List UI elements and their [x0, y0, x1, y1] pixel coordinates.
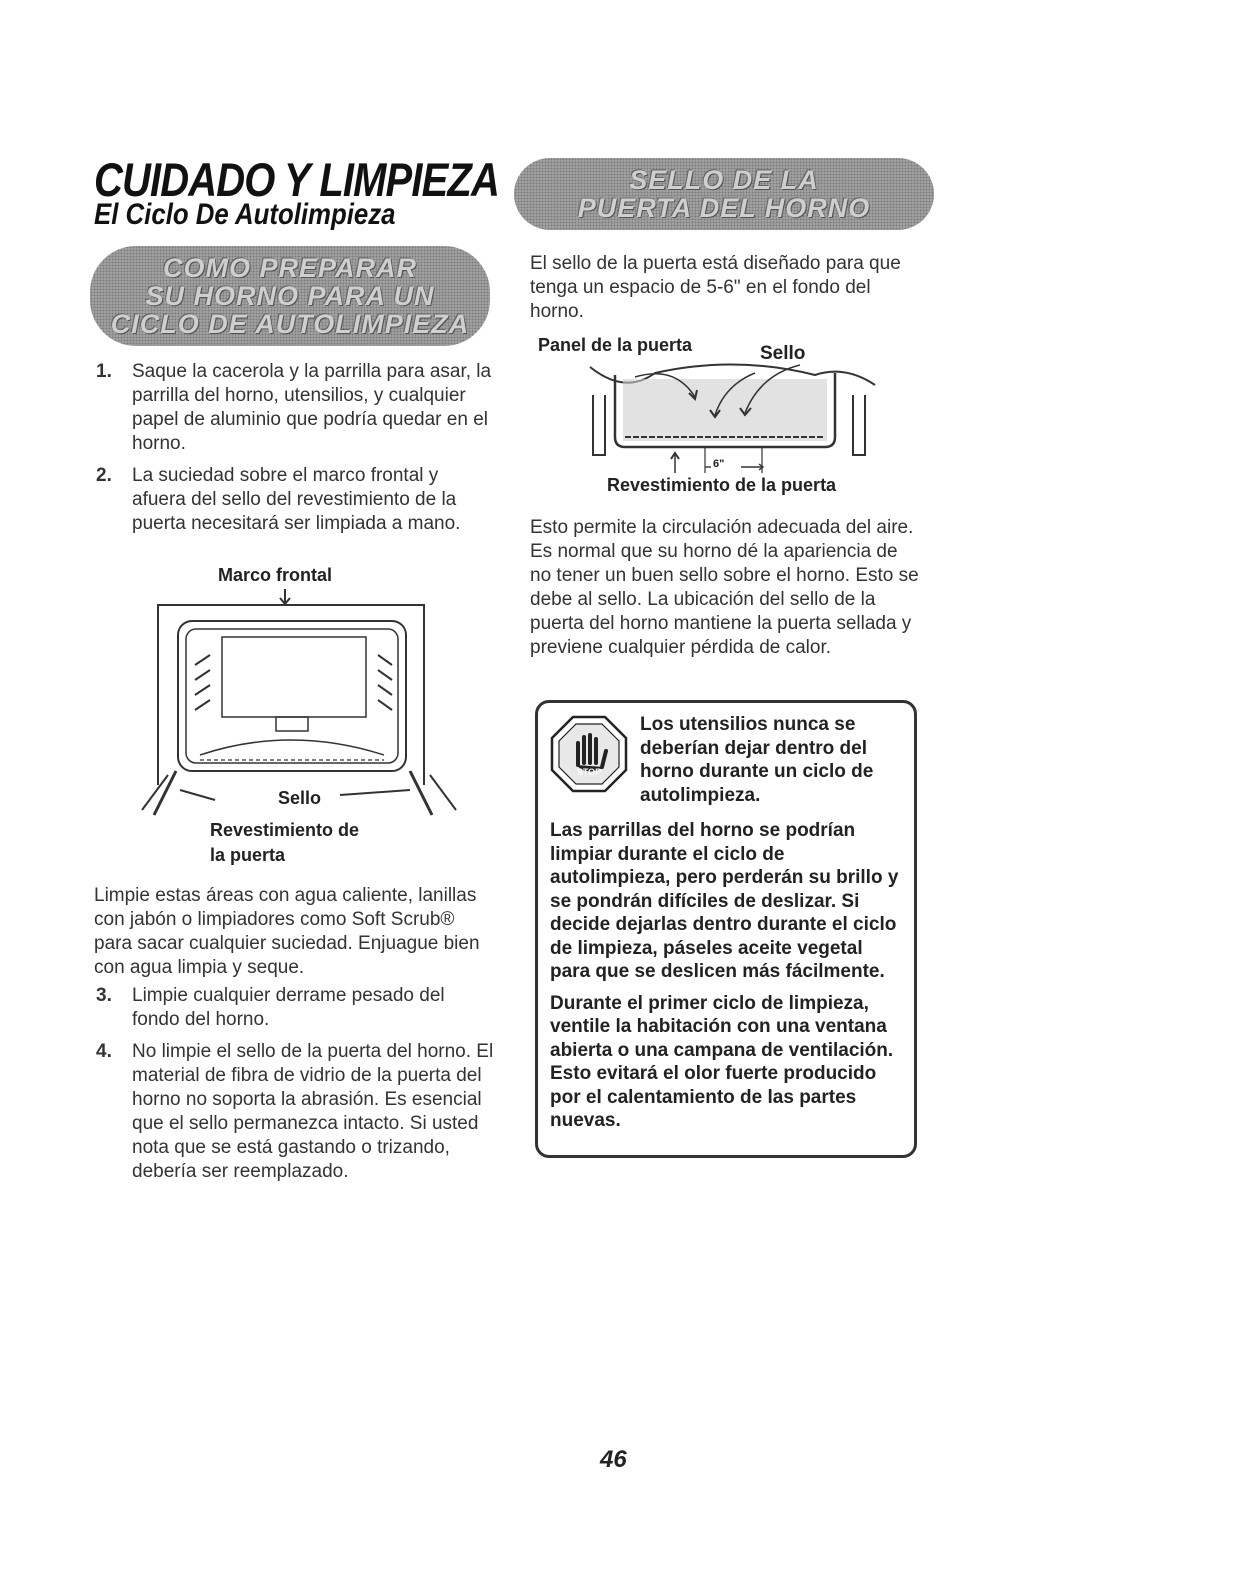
seal-explanation: Esto permite la circulación adecuada del aire. Es normal que su horno dé la apariencia de no tener un buen sello sobre el horno. Esto se debe al sello. La ubicación del sello de la puerta del horno mantiene la puerta sellada y previene cualquier pérdida de calor. [530, 517, 919, 658]
stop-sign-text: STOP [576, 767, 602, 777]
door-seal-illustration [585, 355, 885, 475]
step-number: 4. [96, 1041, 112, 1062]
banner-line: PUERTA DEL HORNO [577, 193, 871, 223]
list-item [94, 984, 494, 1032]
banner-line: SELLO DE LA [629, 164, 819, 195]
banner-line: COMO PREPARAR [162, 252, 417, 283]
list-item [94, 464, 494, 536]
warning-box [535, 700, 917, 1158]
label-door-liner-right: Revestimiento de la puerta [607, 475, 837, 495]
banner-line: SU HORNO PARA UN [145, 280, 435, 311]
banner-prepare-oven [90, 246, 490, 346]
page-number: 46 [600, 1446, 627, 1473]
step-number: 3. [96, 985, 112, 1006]
label-front-frame: Marco frontal [218, 565, 333, 585]
list-item [94, 1040, 494, 1184]
seal-intro: El sello de la puerta está diseñado para que tenga un espacio de 5-6" en el fondo del horno. [530, 253, 901, 322]
gap-dimension-line [703, 462, 775, 472]
label-door-liner-line1: Revestimiento de [210, 820, 360, 840]
page-subtitle: El Ciclo De Autolimpieza [94, 198, 396, 231]
warning-paragraph-ventilation: Durante el primer ciclo de limpieza, ventile la habitación con una ventana abierta o una campana de ventilación. Esto evitará el olor fuerte producido por el calentamiento de las partes nuevas. [550, 992, 894, 1131]
warning-headline: Los utensilios nunca se deberían dejar dentro del horno durante un ciclo de autolimpieza. [640, 714, 874, 806]
list-item [94, 360, 494, 456]
steps-list-continued [94, 984, 494, 1192]
step-text: No limpie el sello de la puerta del horno. El material de fibra de vidrio de la puerta del horno no soporta la abrasión. Es esencial que el sello permanezca intacto. Si usted nota que se está gastando o trizando, debería ser reemplazado. [132, 1041, 494, 1182]
banner-door-seal [514, 158, 934, 230]
page-title: CUIDADO Y LIMPIEZA [94, 153, 499, 206]
step-number: 1. [96, 361, 112, 382]
stop-hand-icon [550, 715, 628, 793]
warning-paragraph-racks: Las parrillas del horno se podrían limpiar durante el ciclo de autolimpieza, pero perderán su brillo y se pondrán difíciles de deslizar. Si decide dejarlas dentro durante el ciclo de limpieza, páseles aceite vegetal para que se deslicen más fácilmente. [550, 820, 899, 982]
label-gap: 6" [713, 458, 725, 470]
cleaning-paragraph: Limpie estas áreas con agua caliente, lanillas con jabón o limpiadores como Soft Scrub® para sacar cualquier suciedad. Enjuague bien con agua limpia y seque. [94, 885, 480, 978]
warning-header [550, 713, 904, 807]
step-text: La suciedad sobre el marco frontal y afuera del sello del revestimiento de la puerta necesitará ser limpiada a mano. [132, 465, 461, 534]
step-text: Saque la cacerola y la parrilla para asar, la parrilla del horno, utensilios, y cualquier papel de aluminio que podría quedar en el horno. [132, 361, 492, 454]
label-door-liner-line2: la puerta [210, 845, 286, 865]
label-seal-right: Sello [760, 343, 806, 364]
label-seal-left: Sello [278, 788, 322, 808]
step-text: Limpie cualquier derrame pesado del fondo del horno. [132, 985, 445, 1030]
banner-line: CICLO DE AUTOLIMPIEZA [110, 309, 470, 340]
step-number: 2. [96, 465, 112, 486]
label-door-panel: Panel de la puerta [538, 335, 693, 355]
steps-list [94, 360, 494, 544]
